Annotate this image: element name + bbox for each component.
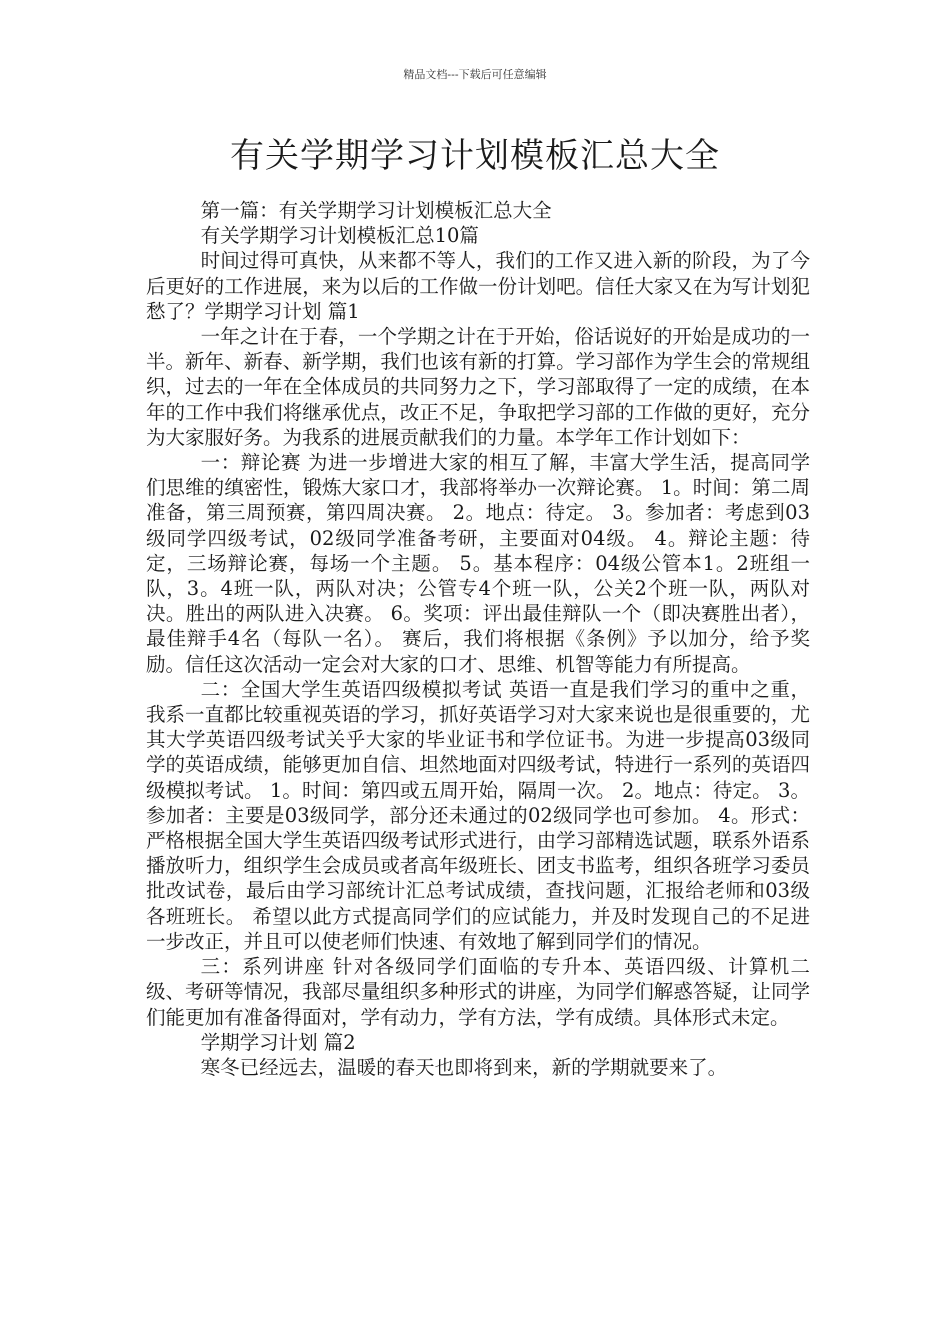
paragraph-debate: 一：辩论赛 为进一步增进大家的相互了解，丰富大学生活，提高同学们思维的缜密性，锻炼大家口才，我部将举办一次辩论赛。 1。时间：第二周准备，第三周预赛，第四周决赛。 2。地点：待定。 3。参加者：考虑到03级同学四级考试，02级同学准备考研，主要面对04级。 4。辩论主题：待定，三场辩论赛，每场一个主题。 5。基本程序：04级公管本1。2班组一队，3。4班一队，两队对决；公管专4个班一队，公关2个班一队，两队对决。胜出的两队进入决赛。 6。奖项：评出最佳辩队一个（即决赛胜出者），最佳辩手4名（每队一名）。 赛后，我们将根据《条例》予以加分，给予奖励。信任这次活动一定会对大家的口才、思维、机智等能力有所提高。 [146, 451, 810, 676]
paragraph-subtitle: 有关学期学习计划模板汇总10篇 [200, 224, 479, 248]
document-title: 有关学期学习计划模板汇总大全 [230, 136, 720, 176]
paragraph-plan-2-heading: 学期学习计划 篇2 [200, 1030, 356, 1054]
paragraph-part-heading: 第一篇：有关学期学习计划模板汇总大全 [200, 199, 552, 222]
paragraph-plan-1-intro: 一年之计在于春，一个学期之计在于开始，俗话说好的开始是成功的一半。新年、新春、新学期，我们也该有新的打算。学习部作为学生会的常规组织，过去的一年在全体成员的共同努力之下，学习部取得了一定的成绩，在本年的工作中我们将继承优点，改正不足，争取把学习部的工作做的更好，充分为大家服好务。为我系的进展贡献我们的力量。本学年工作计划如下： [146, 325, 810, 449]
paragraph-lectures: 三：系列讲座 针对各级同学们面临的专升本、英语四级、计算机二级、考研等情况，我部尽量组织多种形式的讲座，为同学们解惑答疑，让同学们能更加有准备得面对，学有动力，学有方法，学有成绩。具体形式未定。 [146, 955, 810, 1029]
paragraph-plan-2-intro: 寒冬已经远去，温暖的春天也即将到来，新的学期就要来了。 [200, 1055, 728, 1079]
header-note: 精品文档---下载后可任意编辑 [403, 68, 547, 81]
document-body [146, 198, 810, 1080]
paragraph-english-exam: 二：全国大学生英语四级模拟考试 英语一直是我们学习的重中之重，我系一直都比较重视英语的学习，抓好英语学习对大家来说也是很重要的，尤其大学英语四级考试关乎大家的毕业证书和学位证书。为进一步提高03级同学的英语成绩，能够更加自信、坦然地面对四级考试，特进行一系列的英语四级模拟考试。 1。时间：第四或五周开始，隔周一次。 2。地点：待定。 3。参加者：主要是03级同学，部分还未通过的02级同学也可参加。 4。形式：严格根据全国大学生英语四级考试形式进行，由学习部精选试题，联系外语系播放听力，组织学生会成员或者高年级班长、团支书监考，组织各班学习委员批改试卷，最后由学习部统计汇总考试成绩，查找问题，汇报给老师和03级各班班长。 希望以此方式提高同学们的应试能力，并及时发现自己的不足进一步改正，并且可以使老师们快速、有效地了解到同学们的情况。 [146, 677, 810, 953]
paragraph-intro: 时间过得可真快，从来都不等人，我们的工作又进入新的阶段，为了今后更好的工作进展，来为以后的工作做一份计划吧。信任大家又在为写计划犯愁了？学期学习计划 篇1 [146, 249, 810, 323]
